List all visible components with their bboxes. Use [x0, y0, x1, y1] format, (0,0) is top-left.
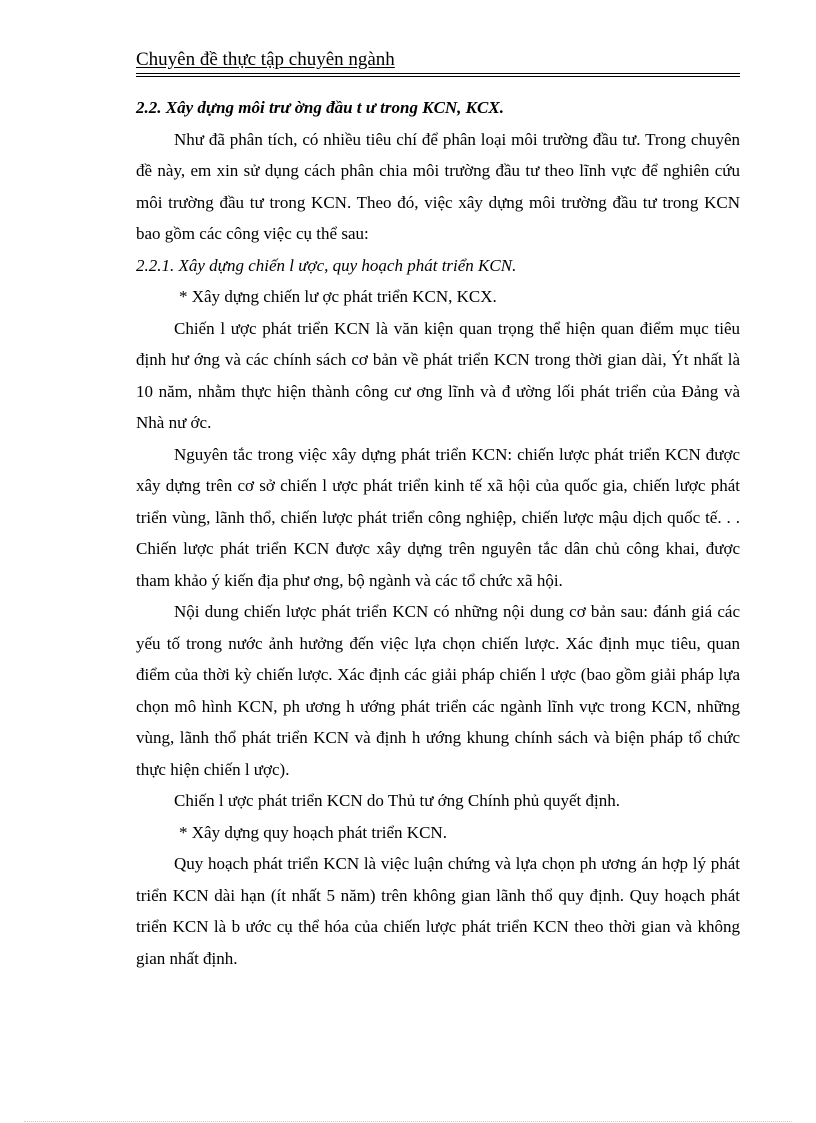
page-bottom-dotted-edge: [24, 1121, 792, 1122]
bullet-strategy: * Xây dựng chiến lư ợc phát triển KCN, KCX.: [179, 287, 497, 306]
running-header-title: Chuyên đề thực tập chuyên ngành: [136, 49, 395, 70]
paragraph-decision: Chiến l ược phát triển KCN do Thủ tư ớng Chính phủ quyết định.: [174, 791, 620, 810]
paragraph-contents: Nội dung chiến lược phát triển KCN có những nội dung cơ bản sau: đánh giá các yếu tố trong nước ảnh hưởng đến việc lựa chọn chiến lược. Xác định mục tiêu, quan điểm của thời kỳ chiến lược. Xác định các giải pháp chiến l ược (bao gồm giải pháp lựa chọn mô hình KCN, ph ương h ướng phát triển các ngành lĩnh vực trong KCN, những vùng, lãnh thổ phát triển KCN và định h ướng khung chính sách và biện pháp tổ chức thực hiện chiến l ược).: [136, 602, 740, 779]
document-body: [136, 92, 740, 974]
paragraph-strategy-definition: Chiến l ược phát triển KCN là văn kiện quan trọng thể hiện quan điểm mục tiêu định hư ớng và các chính sách cơ bản về phát triển KCN trong thời gian dài, Ýt nhất là 10 năm, nhằm thực hiện thành công cư ơng lĩnh và đ ường lối phát triển của Đảng và Nhà nư ớc.: [136, 318, 740, 432]
section-heading: 2.2. Xây dựng môi trư ờng đầu t ư trong KCN, KCX.: [136, 98, 504, 117]
subsection-heading: 2.2.1. Xây dựng chiến l ược, quy hoạch phát triển KCN.: [136, 255, 517, 275]
paragraph-principles: Nguyên tắc trong việc xây dựng phát triển KCN: chiến lược phát triển KCN được xây dựng trên cơ sở chiến l ược phát triển kinh tế xã hội của quốc gia, chiến lược phát triển vùng, lãnh thổ, chiến lược phát triển công nghiệp, chiến lược mậu dịch quốc tế. . . Chiến lược phát triển KCN được xây dựng trên nguyên tắc dân chủ công khai, được tham khảo ý kiến địa phư ơng, bộ ngành và các tổ chức xã hội.: [136, 444, 740, 590]
paragraph-planning: Quy hoạch phát triển KCN là việc luận chứng và lựa chọn ph ương án hợp lý phát triển KCN dài hạn (ít nhất 5 năm) trên không gian lãnh thổ quy định. Quy hoạch phát triển KCN là b ước cụ thể hóa của chiến lược phát triển KCN theo thời gian và không gian nhất định.: [136, 854, 740, 968]
document-page: [136, 48, 740, 974]
header-double-rule: [136, 73, 740, 77]
paragraph-intro: Như đã phân tích, có nhiều tiêu chí để phân loại môi trường đầu tư. Trong chuyên đề này, em xin sử dụng cách phân chia môi trường đầu tư theo lĩnh vực để nghiên cứu môi trường đầu tư trong KCN. Theo đó, việc xây dựng môi trường đầu tư trong KCN bao gồm các công việc cụ thể sau:: [136, 129, 740, 243]
bullet-planning: * Xây dựng quy hoạch phát triển KCN.: [179, 822, 447, 842]
